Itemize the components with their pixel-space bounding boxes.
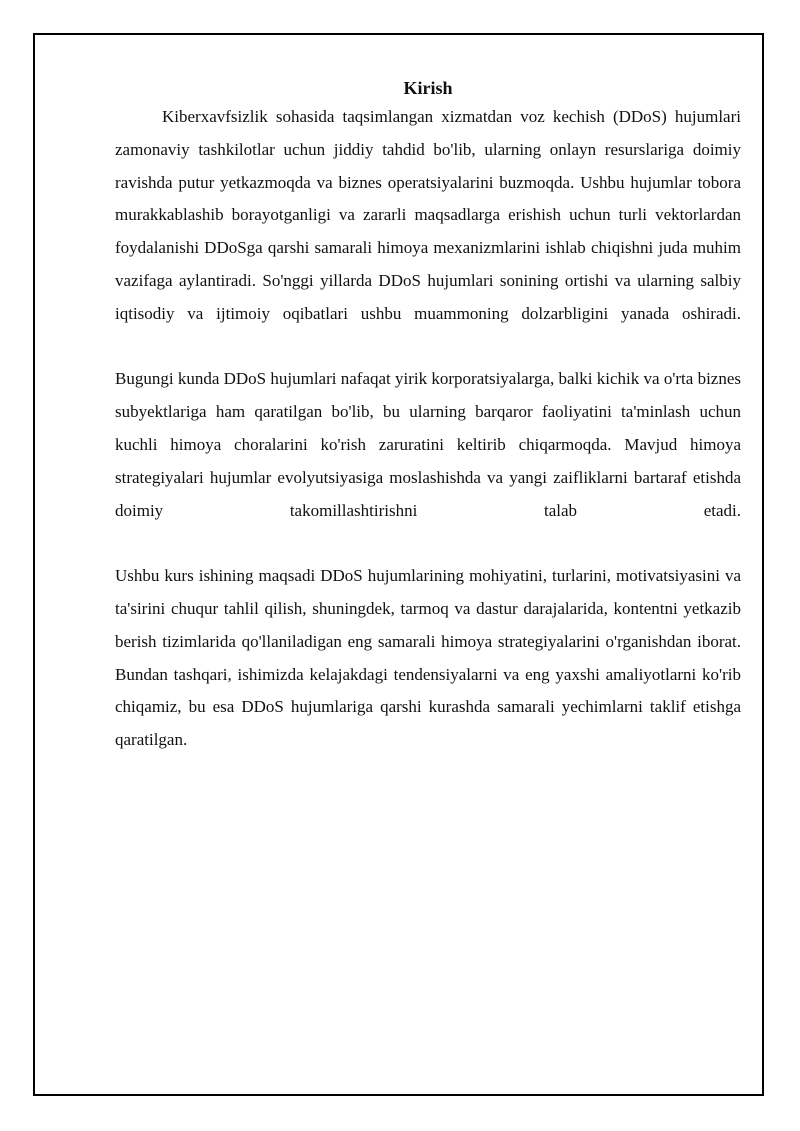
paragraph-spacer xyxy=(115,527,741,560)
section-title: Kirish xyxy=(403,78,453,98)
paragraph-intro: Kiberxavfsizlik sohasida taqsimlangan xizmatdan voz kechish (DDoS) hujumlari zamonaviy tashkilotlar uchun jiddiy tahdid bo'lib, ularning onlayn resurslariga doimiy ravishda putur yetkazmoqda va biznes operatsiyalarini buzmoqda. Ushbu hujumlar tobora murakkablashib borayotganligi va zararli maqsadlarga erishish uchun turli vektorlardan foydalanishi DDoSga qarshi samarali himoya mexanizmlarini ishlab chiqishni juda muhim vazifaga aylantiradi. So'nggi yillarda DDoS hujumlari sonining ortishi va ularning salbiy iqtisodiy va ijtimoiy oqibatlari ushbu muammoning dolzarbligini yanada oshiradi. xyxy=(115,107,741,323)
paragraph-spacer xyxy=(115,331,741,364)
document-body xyxy=(115,76,741,757)
paragraph-purpose: Ushbu kurs ishining maqsadi DDoS hujumlarining mohiyatini, turlarini, motivatsiyasini va ta'sirini chuqur tahlil qilish, shuningdek, tarmoq va dastur darajalarida, kontentni yetkazib berish tizimlarida qo'llaniladigan eng samarali himoya strategiyalarini o'rganishdan iborat. Bundan tashqari, ishimizda kelajakdagi tendensiyalarni va eng yaxshi amaliyotlarni ko'rib chiqamiz, bu esa DDoS hujumlariga qarshi kurashda samarali yechimlarni taklif etishga qaratilgan. xyxy=(115,566,741,750)
paragraph-current-situation: Bugungi kunda DDoS hujumlari nafaqat yirik korporatsiyalarga, balki kichik va o'rta biznes subyektlariga ham qaratilgan bo'lib, bu ularning barqaror faoliyatini ta'minlash uchun kuchli himoya choralarini ko'rish zaruratini keltirib chiqarmoqda. Mavjud himoya strategiyalari hujumlar evolyutsiyasiga moslashishda va yangi zaifliklarni bartaraf etishda doimiy takomillashtirishni talab etadi. xyxy=(115,369,741,520)
